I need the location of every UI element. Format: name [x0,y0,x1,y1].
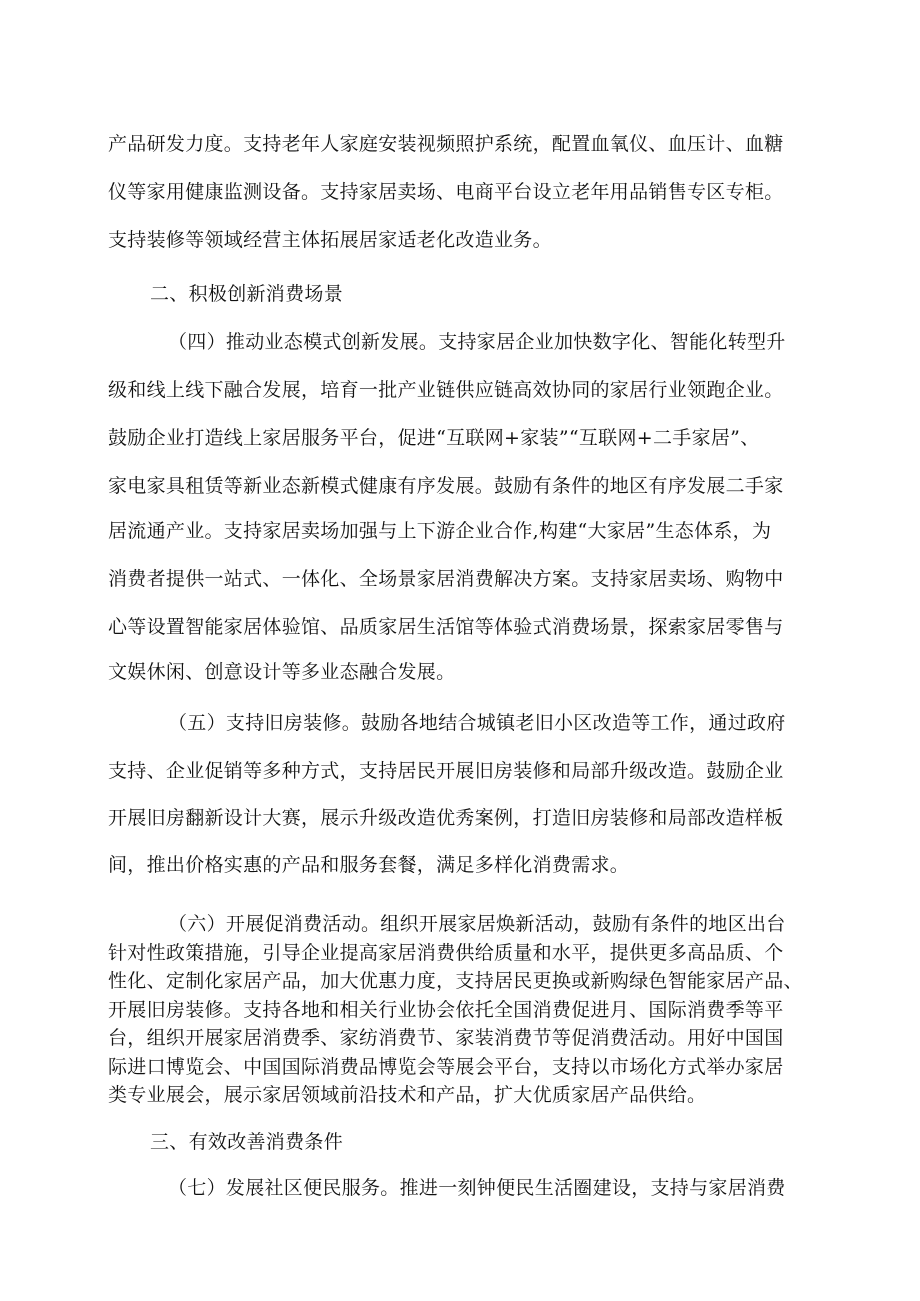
body-text-line: 类专业展会，展示家居领域前沿技术和产品，扩大优质家居产品供给。 [108,1084,707,1106]
body-text-line: （五）支持旧房装修。鼓励各地结合城镇老旧小区改造等工作，通过政府 [168,712,786,734]
body-text-line: 文娱休闲、创意设计等多业态融合发展。 [108,661,456,683]
section-heading: 三、有效改善消费条件 [150,1131,344,1153]
body-text-line: 开展旧房翻新设计大赛，展示升级改造优秀案例，打造旧房装修和局部改造样板 [108,807,784,829]
body-text-line: 支持装修等领域经营主体拓展居家适老化改造业务。 [108,229,552,251]
body-text-line: 消费者提供一站式、一体化、全场景家居消费解决方案。支持家居卖场、购物中 [108,568,784,590]
body-text-line: （四）推动业态模式创新发展。支持家居企业加快数字化、智能化转型升 [168,331,786,353]
body-text-line: 开展旧房装修。支持各地和相关行业协会依托全国消费促进月、国际消费季等平 [108,999,784,1021]
body-text-line: （七）发展社区便民服务。推进一刻钟便民生活圈建设，支持与家居消费 [168,1177,786,1199]
body-text-line: 家电家具租赁等新业态新模式健康有序发展。鼓励有条件的地区有序发展二手家 [108,475,784,497]
body-text-line: 性化、定制化家居产品，加大优惠力度，支持居民更换或新购绿色智能家居产品、 [108,970,803,992]
body-text-line: 居流通产业。支持家居卖场加强与上下游企业合作,构建“大家居”生态体系，为 [108,520,772,542]
body-text-line: 间，推出价格实惠的产品和服务套餐，满足多样化消费需求。 [108,854,630,876]
body-text-line: 际进口博览会、中国国际消费品博览会等展会平台，支持以市场化方式举办家居 [108,1056,784,1078]
body-text-line: 台，组织开展家居消费季、家纺消费节、家装消费节等促消费活动。用好中国国 [108,1027,784,1049]
body-text-line: 鼓励企业打造线上家居服务平台，促进“互联网+家装”“互联网+二手家居”、 [108,427,760,449]
body-text-line: 仪等家用健康监测设备。支持家居卖场、电商平台设立老年用品销售专区专柜。 [108,181,784,203]
section-heading: 二、积极创新消费场景 [150,283,344,305]
body-text-line: 支持、企业促销等多种方式，支持居民开展旧房装修和局部升级改造。鼓励企业 [108,760,784,782]
body-text-line: 针对性政策措施，引导企业提高家居消费供给质量和水平，提供更多高品质、个 [108,942,784,964]
body-text-line: 级和线上线下融合发展，培育一批产业链供应链高效协同的家居行业领跑企业。 [108,379,784,401]
body-text-line: 心等设置智能家居体验馆、品质家居生活馆等体验式消费场景，探索家居零售与 [108,616,784,638]
body-text-line: （六）开展促消费活动。组织开展家居焕新活动，鼓励有条件的地区出台 [168,913,786,935]
body-text-line: 产品研发力度。支持老年人家庭安装视频照护系统，配置血氧仪、血压计、血糖 [108,133,784,155]
